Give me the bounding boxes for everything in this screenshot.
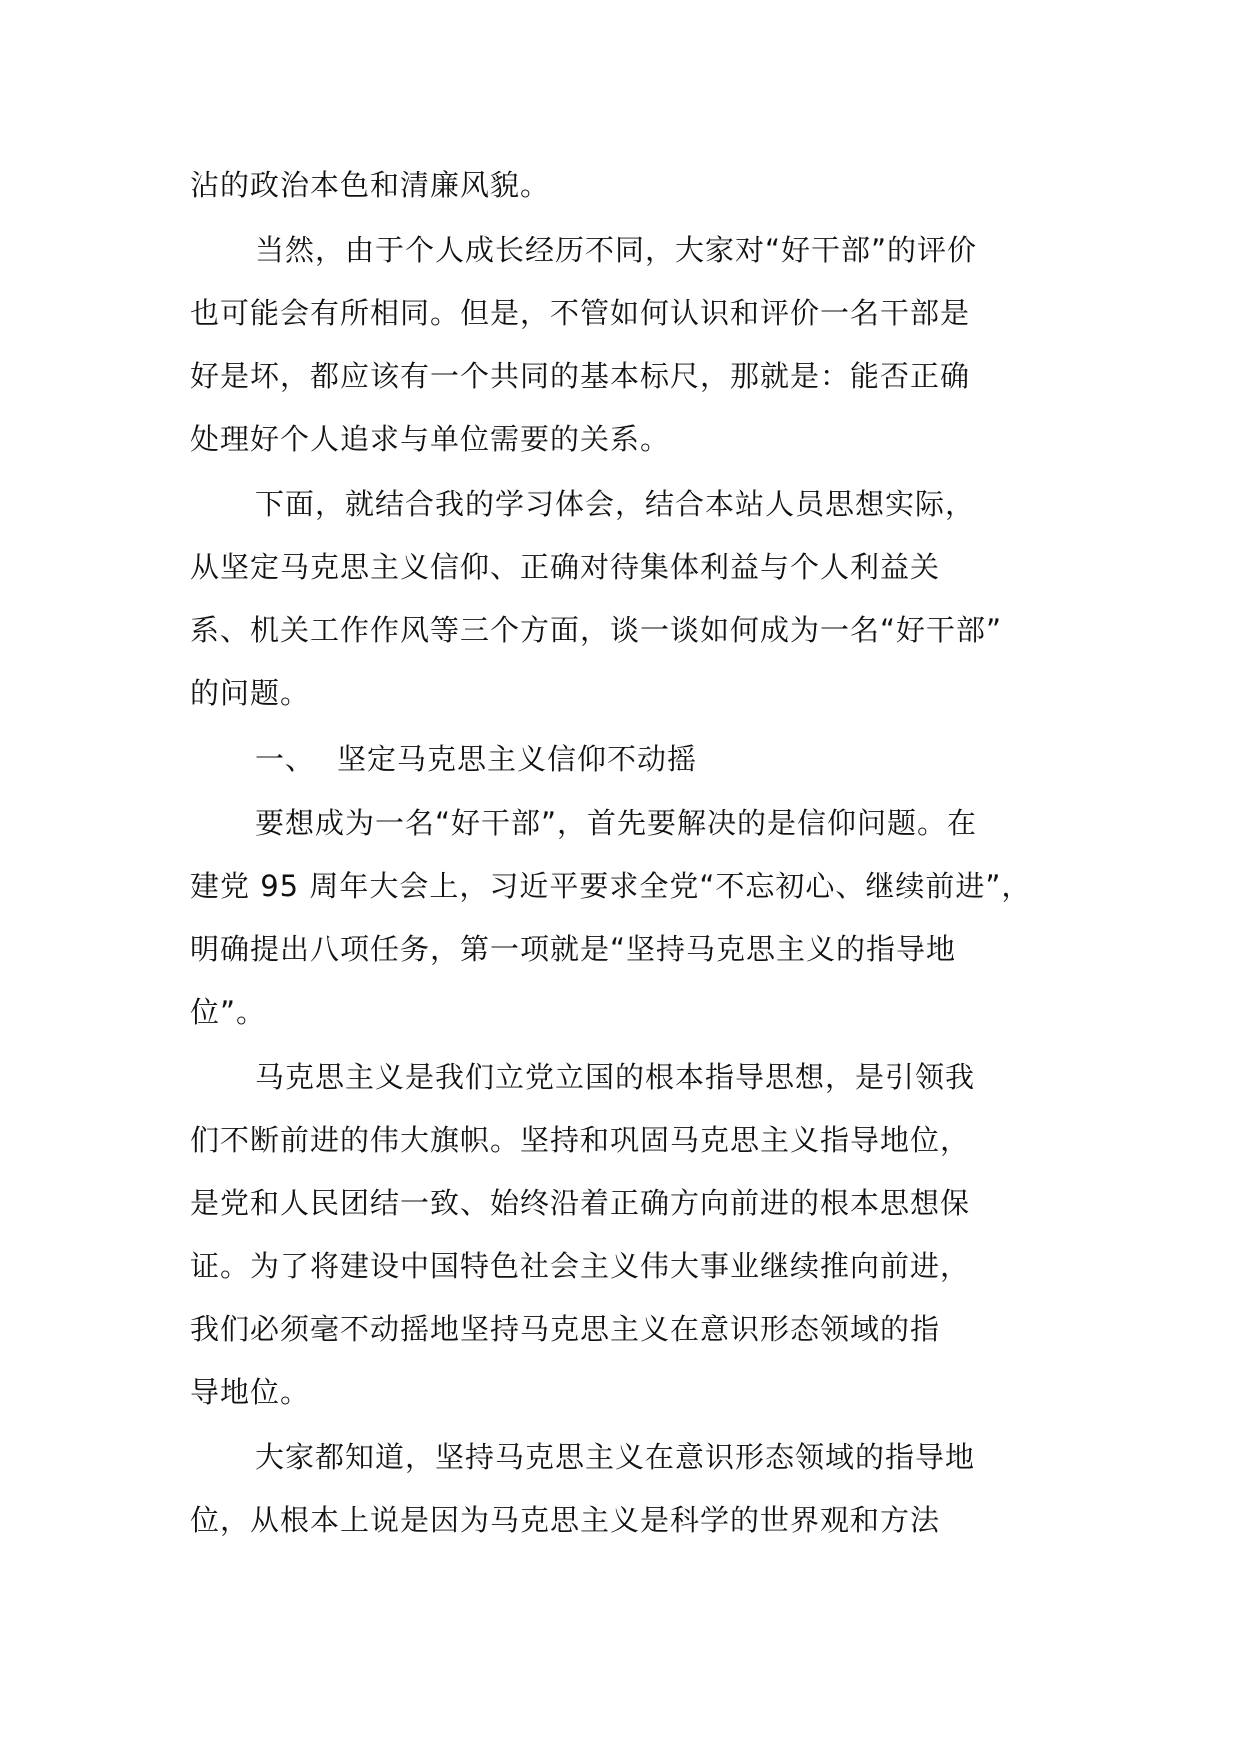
paragraph-first-line: 马克思主义是我们立党立国的根本指导思想，是引领我: [255, 1060, 976, 1094]
section-title: 坚定马克思主义信仰不动摇: [337, 742, 698, 776]
text-line: 我们必须毫不动摇地坚持马克思主义在意识形态领域的指: [190, 1312, 941, 1346]
paragraph-first-line: 要想成为一名“好干部”，首先要解决的是信仰问题。在: [255, 806, 978, 840]
paragraph-first-line: 下面，就结合我的学习体会，结合本站人员思想实际，: [255, 487, 976, 521]
text-line: 建党 95 周年大会上，习近平要求全党“不忘初心、继续前进”，: [190, 869, 1032, 903]
paragraph-first-line: 大家都知道，坚持马克思主义在意识形态领域的指导地: [255, 1440, 976, 1474]
text-line: 沾的政治本色和清廉风貌。: [190, 168, 551, 202]
text-line: 导地位。: [190, 1375, 311, 1409]
text-line: 是党和人民团结一致、始终沿着正确方向前进的根本思想保: [190, 1186, 971, 1220]
text-line: 从坚定马克思主义信仰、正确对待集体利益与个人利益关: [190, 550, 941, 584]
text-line: 位，从根本上说是因为马克思主义是科学的世界观和方法: [190, 1503, 941, 1537]
paragraph-first-line: 当然，由于个人成长经历不同，大家对“好干部”的评价: [255, 233, 978, 267]
section-heading: [255, 729, 1070, 789]
text-line: 好是坏，都应该有一个共同的基本标尺，那就是：能否正确: [190, 359, 971, 393]
text-line: 也可能会有所相同。但是，不管如何认识和评价一名干部是: [190, 296, 971, 330]
text-line: 位”。: [190, 995, 267, 1029]
text-line: 明确提出八项任务，第一项就是“坚持马克思主义的指导地: [190, 932, 957, 966]
text-line: 们不断前进的伟大旗帜。坚持和巩固马克思主义指导地位，: [190, 1123, 971, 1157]
section-number: 一、: [255, 742, 316, 776]
text-line: 处理好个人追求与单位需要的关系。: [190, 422, 671, 456]
text-line: 的问题。: [190, 676, 311, 710]
text-line: 证。为了将建设中国特色社会主义伟大事业继续推向前进，: [190, 1249, 971, 1283]
text-line: 系、机关工作作风等三个方面，谈一谈如何成为一名“好干部”: [190, 613, 1003, 647]
